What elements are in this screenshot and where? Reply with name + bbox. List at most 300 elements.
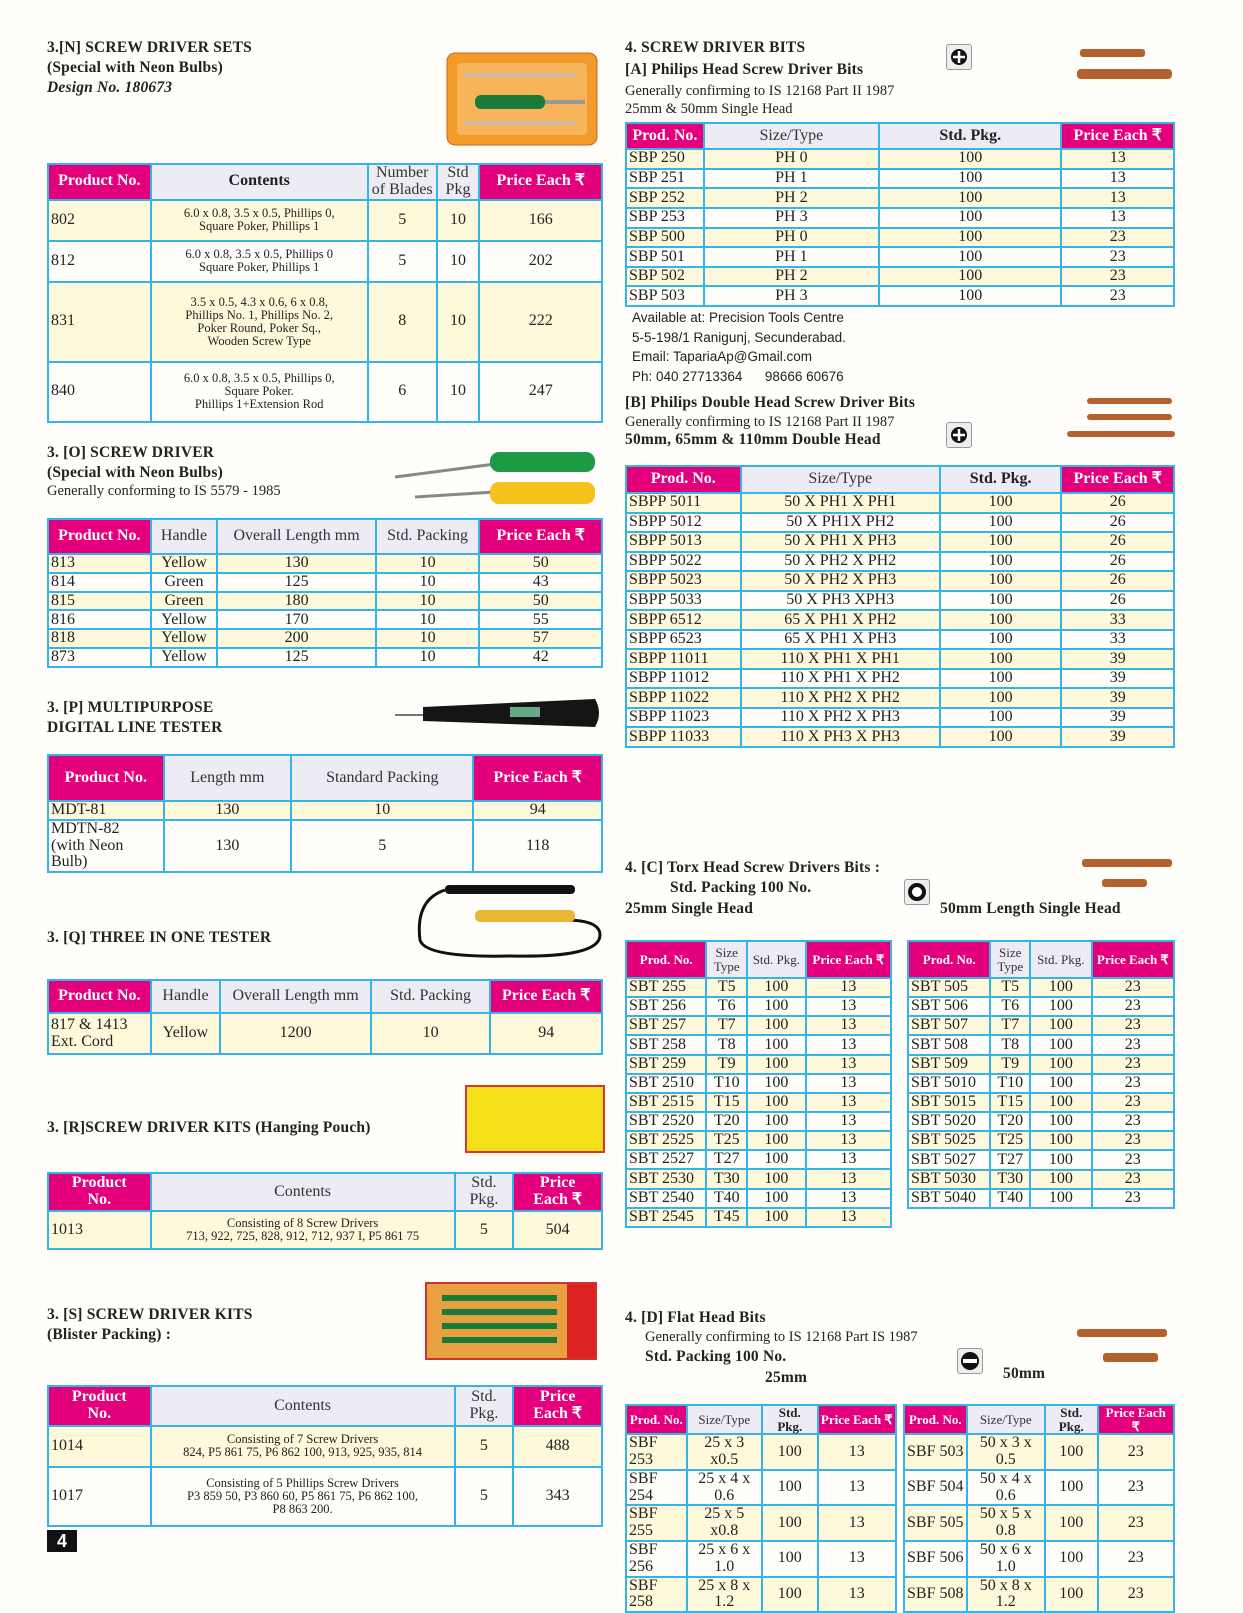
column-header: Std. Packing — [376, 519, 480, 554]
column-header: Price Each ₹ — [479, 164, 602, 200]
table-cell: 23 — [1098, 1577, 1174, 1613]
table-cell: 26 — [1061, 532, 1174, 552]
table-row — [626, 649, 1174, 669]
table-cell: 100 — [879, 228, 1061, 248]
column-header: Contents — [151, 1386, 455, 1426]
phillips-bits-image — [1075, 45, 1175, 85]
table-cell: T9 — [706, 1055, 747, 1074]
table-cell: 10 — [437, 282, 480, 362]
table-cell: 39 — [1061, 708, 1174, 728]
table-cell: 10 — [437, 200, 480, 241]
table-cell: 873 — [48, 648, 151, 667]
data-table — [47, 163, 603, 423]
table-cell: 43 — [479, 573, 602, 592]
table-row — [908, 1035, 1174, 1054]
table-cell: 33 — [1061, 630, 1174, 650]
table-cell: PH 2 — [704, 267, 879, 287]
table-cell: SBT 509 — [908, 1055, 990, 1074]
column-header: Std. Pkg. — [762, 1405, 818, 1434]
table-cell: SBT 5010 — [908, 1074, 990, 1093]
table-cell: SBF 258 — [626, 1577, 687, 1613]
column-header: Price Each ₹ — [1061, 466, 1174, 493]
column-header: Prod. No. — [626, 123, 704, 149]
double-head-bits-image — [1065, 395, 1177, 440]
flat-bits-image — [1075, 1325, 1175, 1370]
table-cell: PH 0 — [704, 228, 879, 248]
table-cell: T10 — [706, 1074, 747, 1093]
table-cell: 13 — [806, 1016, 891, 1035]
table-cell: T6 — [990, 997, 1030, 1016]
table-cell: 166 — [479, 200, 602, 241]
section-r-title: 3. [R]SCREW DRIVER KITS (Hanging Pouch) — [47, 1119, 371, 1136]
table-cell: 23 — [1098, 1434, 1174, 1470]
column-header: Price Each ₹ — [479, 519, 602, 554]
table-cell: 13 — [806, 1189, 891, 1208]
table-row — [626, 1470, 896, 1506]
section-c-right-label: 50mm Length Single Head — [940, 900, 1121, 917]
table-cell: 100 — [1030, 1131, 1092, 1150]
header-row — [904, 1405, 1174, 1434]
column-header: Size/Type — [967, 1405, 1045, 1434]
header-row — [48, 755, 602, 801]
table-cell: T40 — [990, 1189, 1030, 1208]
table-cell: 504 — [513, 1211, 602, 1249]
table-cell: 65 X PH1 X PH3 — [741, 630, 940, 650]
table-cell: SBT 256 — [626, 997, 706, 1016]
table-cell: 50 — [479, 592, 602, 611]
table-row — [626, 1093, 891, 1112]
table-cell: 100 — [940, 630, 1062, 650]
address-block — [632, 308, 846, 386]
table-cell: T30 — [990, 1170, 1030, 1189]
table-cell: 100 — [879, 208, 1061, 228]
table-cell: 13 — [1061, 169, 1174, 189]
table-cell: T25 — [990, 1131, 1030, 1150]
table-cell: SBPP 11033 — [626, 727, 741, 747]
table-cell: T40 — [706, 1189, 747, 1208]
table-cell: 13 — [806, 1074, 891, 1093]
table-cell: Yellow — [151, 554, 218, 573]
table-cell: T7 — [706, 1016, 747, 1035]
table-cell: 840 — [48, 362, 151, 422]
table-row — [908, 1093, 1174, 1112]
table-row — [904, 1434, 1174, 1470]
table-cell: 816 — [48, 610, 151, 629]
table-cell: T15 — [706, 1093, 747, 1112]
header-row — [908, 941, 1174, 978]
table-row — [626, 228, 1174, 248]
table-cell: T20 — [990, 1112, 1030, 1131]
table-cell: SBPP 5012 — [626, 513, 741, 533]
table-cell: PH 0 — [704, 149, 879, 169]
table-cell: 100 — [879, 188, 1061, 208]
table-cell: 10 — [437, 241, 480, 282]
table-cell: 818 — [48, 629, 151, 648]
table-row — [626, 708, 1174, 728]
table-cell: T10 — [990, 1074, 1030, 1093]
address-line: Available at: Precision Tools Centre — [632, 310, 844, 325]
table-row — [48, 362, 602, 422]
column-header: Prod. No. — [904, 1405, 967, 1434]
table-cell: 13 — [806, 1169, 891, 1188]
section-d-right-label: 50mm — [1003, 1365, 1046, 1382]
column-header: Prod. No. — [626, 1405, 687, 1434]
table-cell: 10 — [376, 573, 480, 592]
column-header: Overall Length mm — [220, 980, 370, 1013]
table-cell: 13 — [1061, 208, 1174, 228]
table-row — [626, 591, 1174, 611]
section-n-design: Design No. 180673 — [47, 79, 173, 96]
table-cell: 1200 — [220, 1013, 370, 1054]
table-cell: 5 — [368, 241, 437, 282]
table-row — [626, 688, 1174, 708]
table-cell: 100 — [747, 1093, 806, 1112]
table-cell: 100 — [747, 978, 806, 997]
table-cell: 50 X PH1 X PH1 — [741, 493, 940, 513]
column-header: Std Pkg — [437, 164, 480, 200]
table-cell: 13 — [806, 1131, 891, 1150]
table-cell: 5 — [368, 200, 437, 241]
table-cell: 100 — [1030, 1055, 1092, 1074]
table-cell: 25 x 8 x 1.2 — [687, 1577, 762, 1613]
table-row — [626, 978, 891, 997]
table-cell: 33 — [1061, 610, 1174, 630]
column-header: Product No. — [48, 519, 151, 554]
table-cell: 26 — [1061, 571, 1174, 591]
table-cell: 100 — [940, 669, 1062, 689]
table-cell: 343 — [513, 1467, 602, 1526]
column-header: Size/Type — [704, 123, 879, 149]
column-header: Price Each ₹ — [513, 1173, 602, 1211]
table-row — [904, 1541, 1174, 1577]
column-header: Std. Pkg. — [747, 941, 806, 978]
table-row — [908, 1150, 1174, 1169]
table-cell: 13 — [818, 1434, 896, 1470]
data-table — [903, 1404, 1175, 1613]
table-cell: 100 — [1030, 978, 1092, 997]
header-row — [48, 519, 602, 554]
three-in-one-tester-image — [415, 880, 605, 960]
three-in-one-tester-table — [47, 979, 603, 1055]
table-cell: 100 — [940, 610, 1062, 630]
section-b-note1: Generally confirming to IS 12168 Part II 1987 — [625, 414, 895, 430]
table-cell: 13 — [806, 1093, 891, 1112]
table-cell: 23 — [1092, 1112, 1174, 1131]
table-cell: 26 — [1061, 591, 1174, 611]
table-cell: 100 — [879, 247, 1061, 267]
table-cell: 100 — [1030, 1016, 1092, 1035]
column-header: Contents — [151, 164, 368, 200]
section-q-title: 3. [Q] THREE IN ONE TESTER — [47, 929, 272, 946]
column-header: Product No. — [48, 980, 151, 1013]
table-cell: SBF 253 — [626, 1434, 687, 1470]
torx-head-icon — [904, 879, 930, 905]
table-row — [48, 1013, 602, 1054]
section-n-title: 3.[N] SCREW DRIVER SETS (Special with Neon Bulbs) — [47, 39, 252, 76]
table-cell: 100 — [879, 169, 1061, 189]
table-cell: SBT 2520 — [626, 1112, 706, 1131]
table-cell: 23 — [1098, 1470, 1174, 1506]
table-row — [908, 1131, 1174, 1150]
table-cell: SBPP 6523 — [626, 630, 741, 650]
table-cell: SBT 2525 — [626, 1131, 706, 1150]
table-row — [626, 1035, 891, 1054]
table-cell: 100 — [1030, 1150, 1092, 1169]
table-cell: 100 — [747, 1208, 806, 1227]
table-cell: 23 — [1092, 997, 1174, 1016]
table-row — [626, 1189, 891, 1208]
table-cell: 39 — [1061, 727, 1174, 747]
table-cell: 23 — [1092, 1150, 1174, 1169]
table-cell: T7 — [990, 1016, 1030, 1035]
header-row — [48, 164, 602, 200]
table-row — [626, 1074, 891, 1093]
table-row — [48, 241, 602, 282]
column-header: Price Each ₹ — [490, 980, 602, 1013]
column-header: Size/Type — [741, 466, 940, 493]
table-cell: 812 — [48, 241, 151, 282]
table-cell: MDT-81 — [48, 801, 164, 820]
table-cell: T25 — [706, 1131, 747, 1150]
column-header: Std. Pkg. — [879, 123, 1061, 149]
table-row — [48, 282, 602, 362]
table-cell: 118 — [473, 820, 602, 872]
header-row — [626, 466, 1174, 493]
table-cell: SBT 507 — [908, 1016, 990, 1035]
table-cell: 50 X PH2 X PH3 — [741, 571, 940, 591]
table-cell: 13 — [818, 1577, 896, 1613]
table-cell: 10 — [376, 648, 480, 667]
table-cell: 110 X PH2 X PH2 — [741, 688, 940, 708]
table-cell: SBP 501 — [626, 247, 704, 267]
table-cell: T8 — [990, 1035, 1030, 1054]
table-cell: SBF 255 — [626, 1505, 687, 1541]
column-header: Prod. No. — [626, 466, 741, 493]
table-cell: T8 — [706, 1035, 747, 1054]
table-cell: SBT 5030 — [908, 1170, 990, 1189]
table-cell: 100 — [1030, 997, 1092, 1016]
table-cell: 23 — [1092, 1093, 1174, 1112]
table-cell: 100 — [1045, 1541, 1098, 1577]
table-row — [48, 592, 602, 611]
column-header: Contents — [151, 1173, 455, 1211]
table-cell: SBP 503 — [626, 286, 704, 306]
table-cell: T15 — [990, 1093, 1030, 1112]
section-a-note2: 25mm & 50mm Single Head — [625, 101, 793, 117]
table-cell: 50 x 3 x 0.5 — [967, 1434, 1045, 1470]
blister-pack-image — [425, 1282, 597, 1360]
torx-25mm-table — [625, 940, 892, 1228]
table-cell: T9 — [990, 1055, 1030, 1074]
table-cell: PH 1 — [704, 247, 879, 267]
table-row — [626, 610, 1174, 630]
table-cell: 100 — [1045, 1577, 1098, 1613]
table-cell: 13 — [818, 1541, 896, 1577]
column-header: Handle — [151, 519, 218, 554]
table-cell: 1017 — [48, 1467, 151, 1526]
table-cell: 100 — [762, 1434, 818, 1470]
table-cell: 110 X PH1 X PH2 — [741, 669, 940, 689]
table-cell: 202 — [479, 241, 602, 282]
table-cell: 100 — [1030, 1074, 1092, 1093]
table-cell: SBF 503 — [904, 1434, 967, 1470]
column-header: Standard Packing — [291, 755, 473, 801]
table-row — [908, 997, 1174, 1016]
table-row — [48, 1467, 602, 1526]
table-row — [626, 267, 1174, 287]
table-row — [48, 1211, 602, 1249]
column-header: Length mm — [164, 755, 292, 801]
table-cell: SBF 505 — [904, 1505, 967, 1541]
table-cell: SBPP 5011 — [626, 493, 741, 513]
table-row — [48, 648, 602, 667]
page-number: 4 — [47, 1530, 77, 1552]
table-cell: 26 — [1061, 493, 1174, 513]
table-cell: 100 — [879, 286, 1061, 306]
table-cell: 13 — [806, 1150, 891, 1169]
table-cell: 100 — [747, 1189, 806, 1208]
table-cell: 247 — [479, 362, 602, 422]
table-cell: 831 — [48, 282, 151, 362]
table-cell: SBF 508 — [904, 1577, 967, 1613]
table-cell: Green — [151, 592, 218, 611]
table-cell: SBPP 5023 — [626, 571, 741, 591]
table-row — [48, 629, 602, 648]
table-cell: 100 — [940, 552, 1062, 572]
table-cell: 50 X PH2 X PH2 — [741, 552, 940, 572]
table-row — [626, 532, 1174, 552]
data-table — [47, 754, 603, 873]
table-cell: 802 — [48, 200, 151, 241]
table-cell: 94 — [490, 1013, 602, 1054]
table-cell: 25 x 4 x 0.6 — [687, 1470, 762, 1506]
table-cell: 100 — [940, 532, 1062, 552]
table-cell: 39 — [1061, 649, 1174, 669]
table-cell: 100 — [747, 1074, 806, 1093]
table-cell: T5 — [706, 978, 747, 997]
table-cell: 100 — [879, 149, 1061, 169]
data-table — [625, 940, 892, 1228]
table-cell: T6 — [706, 997, 747, 1016]
phillips-head-icon — [946, 44, 972, 70]
table-row — [48, 610, 602, 629]
table-cell: 100 — [1030, 1189, 1092, 1208]
table-cell: 23 — [1092, 1189, 1174, 1208]
table-cell: SBPP 5022 — [626, 552, 741, 572]
data-table — [907, 940, 1175, 1209]
table-cell: 100 — [940, 493, 1062, 513]
table-row — [908, 1189, 1174, 1208]
table-cell: 39 — [1061, 688, 1174, 708]
table-row — [626, 1150, 891, 1169]
table-cell: 10 — [376, 554, 480, 573]
table-cell: 100 — [940, 727, 1062, 747]
section-s-title: 3. [S] SCREW DRIVER KITS (Blister Packing) : — [47, 1306, 253, 1343]
table-cell: SBT 5027 — [908, 1150, 990, 1169]
table-cell: 57 — [479, 629, 602, 648]
section-b-note2: 50mm, 65mm & 110mm Double Head — [625, 431, 881, 448]
table-cell: 23 — [1061, 286, 1174, 306]
address-line: 5-5-198/1 Ranigunj, Secunderabad. — [632, 329, 846, 345]
table-cell: 23 — [1092, 1131, 1174, 1150]
column-header: Std. Pkg. — [455, 1173, 514, 1211]
table-row — [626, 1131, 891, 1150]
flat-head-icon — [957, 1348, 983, 1374]
table-cell: 100 — [940, 649, 1062, 669]
table-cell: 8 — [368, 282, 437, 362]
table-row — [48, 820, 602, 872]
column-header: Overall Length mm — [217, 519, 375, 554]
table-cell: 23 — [1061, 228, 1174, 248]
header-row — [626, 941, 891, 978]
table-cell: 6 — [368, 362, 437, 422]
table-row — [904, 1505, 1174, 1541]
neon-screwdriver-image — [395, 442, 605, 512]
torx-bits-image — [1080, 855, 1175, 895]
table-cell: 13 — [806, 1055, 891, 1074]
table-row — [626, 169, 1174, 189]
table-cell: 13 — [818, 1505, 896, 1541]
table-cell: 200 — [217, 629, 375, 648]
table-cell: SBP 250 — [626, 149, 704, 169]
column-header: Prod. No. — [908, 941, 990, 978]
table-cell: SBPP 11022 — [626, 688, 741, 708]
table-cell: SBT 259 — [626, 1055, 706, 1074]
table-cell: 13 — [806, 1112, 891, 1131]
section-c-left-label: 25mm Single Head — [625, 900, 754, 917]
table-cell: SBP 252 — [626, 188, 704, 208]
table-cell: 100 — [747, 997, 806, 1016]
table-cell: 50 x 4 x 0.6 — [967, 1470, 1045, 1506]
table-cell: 1013 — [48, 1211, 151, 1249]
table-cell: 100 — [747, 1035, 806, 1054]
table-cell: SBT 505 — [908, 978, 990, 997]
table-cell: 222 — [479, 282, 602, 362]
table-row — [48, 801, 602, 820]
table-cell: 23 — [1092, 1170, 1174, 1189]
table-cell: 110 X PH1 X PH1 — [741, 649, 940, 669]
screwdriver-set-image — [445, 45, 600, 150]
table-cell: 23 — [1092, 1055, 1174, 1074]
column-header: Price Each ₹ — [1098, 1405, 1174, 1434]
table-cell: 50 — [479, 554, 602, 573]
table-cell: 26 — [1061, 552, 1174, 572]
column-header: Price Each ₹ — [806, 941, 891, 978]
table-cell: Consisting of 5 Phillips Screw Drivers P3 859 50, P3 860 60, P5 861 75, P6 862 100, P8 863 200. — [151, 1467, 455, 1526]
table-row — [626, 1055, 891, 1074]
table-cell: SBP 251 — [626, 169, 704, 189]
data-table — [625, 122, 1175, 307]
table-cell: SBF 506 — [904, 1541, 967, 1577]
table-cell: SBT 5015 — [908, 1093, 990, 1112]
table-cell: Consisting of 7 Screw Drivers 824, P5 861 75, P6 862 100, 913, 925, 935, 814 — [151, 1426, 455, 1467]
table-cell: 100 — [762, 1577, 818, 1613]
column-header: Price Each ₹ — [1061, 123, 1174, 149]
table-cell: 25 x 6 x 1.0 — [687, 1541, 762, 1577]
table-row — [626, 188, 1174, 208]
screw-driver-sets-table — [47, 163, 603, 423]
table-cell: SBT 257 — [626, 1016, 706, 1035]
table-row — [626, 208, 1174, 228]
section-b-subtitle: [B] Philips Double Head Screw Driver Bits — [625, 394, 916, 411]
table-cell: 13 — [806, 1035, 891, 1054]
table-cell: 13 — [818, 1470, 896, 1506]
table-row — [626, 1434, 896, 1470]
column-header: Std. Pkg. — [455, 1386, 514, 1426]
hanging-pouch-kit-table — [47, 1172, 603, 1250]
email-line: Email: TapariaAp@Gmail.com — [632, 349, 813, 364]
column-header: Product No. — [48, 164, 151, 200]
